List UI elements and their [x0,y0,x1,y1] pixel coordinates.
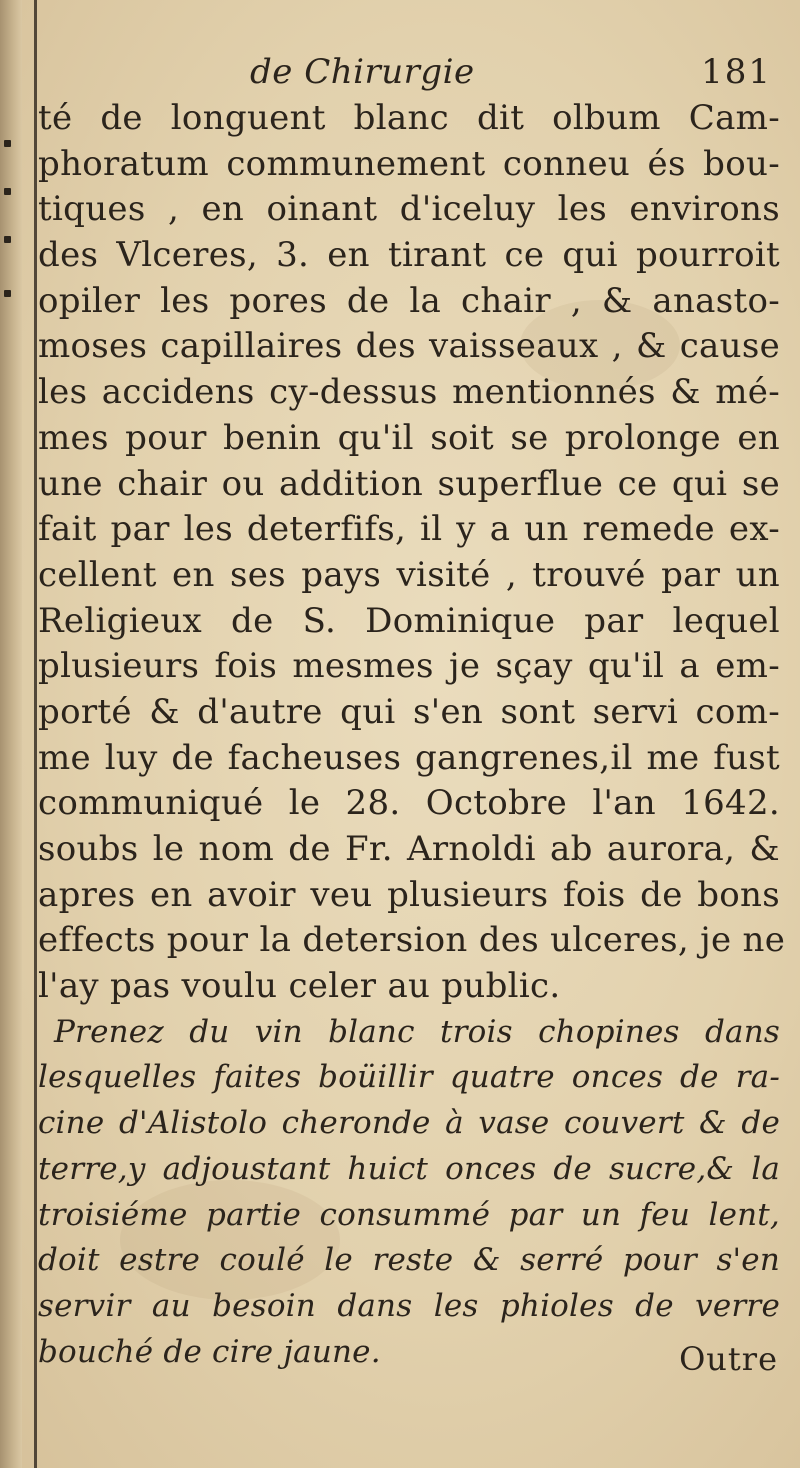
text-line: soubs le nom de Fr. Arnoldi ab aurora, & [38,829,780,869]
text-line: effects pour la detersion des ulceres, je ne [38,920,786,961]
text-line: opiler les pores de la chair , & anasto- [38,280,780,321]
binding-fold-line [34,0,37,1468]
recipe-line: bouché de cire jaune. [38,1333,381,1370]
text-line: apres en avoir veu plusieurs fois de bons [38,874,780,915]
running-title: de Chirurgie [250,52,475,92]
text-line: mes pour benin qu'il soit se prolonge en [38,417,780,458]
text-line: l'ay pas voulu celer au public. [38,966,561,1007]
text-line: té de longuent blanc dit olbum Cam- [38,98,780,138]
text-line: fait par les deterfifs, il y a un remede ex- [38,509,780,550]
text-line: une chair ou addition superflue ce qui se [38,463,780,504]
text-line: moses capillaires des vaisseaux , & cause [38,326,780,367]
page-header [40,50,780,100]
recipe-line: doit estre coulé le reste & serré pour s'en [38,1242,780,1279]
text-line: porté & d'autre qui s'en sont servi com- [38,691,780,732]
recipe-line: troisiéme partie consummé par un feu lent, [38,1196,780,1233]
recipe-line: Prenez du vin blanc trois chopines dans [54,1013,780,1050]
text-line: des Vlceres, 3. en tirant ce qui pourroit [38,235,780,276]
text-line: plusieurs fois mesmes je sçay qu'il a em- [38,646,780,687]
text-line: Religieux de S. Dominique par lequel [38,600,780,641]
page-body [38,96,786,1375]
text-line: me luy de facheuses gangrenes,il me fust [38,737,780,778]
recipe-line: cine d'Alistolo cheronde à vase couvert & de [38,1105,780,1142]
recipe-line: lesquelles faites boüillir quatre onces de ra- [38,1059,780,1096]
text-line: tiques , en oinant d'iceluy les environs [38,189,780,230]
recipe-line: terre,y adjoustant huict onces de sucre,& la [38,1150,780,1187]
recipe-line: servir au besoin dans les phioles de verre [38,1287,780,1324]
page-number: 181 [701,52,772,92]
margin-marks [4,140,18,340]
text-line: phoratum communement conneu és bou- [38,143,780,184]
catchword: Outre [679,1340,778,1378]
text-line: communiqué le 28. Octobre l'an 1642. [38,783,780,824]
text-line: cellent en ses pays visité , trouvé par un [38,554,780,595]
text-line: les accidens cy-dessus mentionnés & mé- [38,372,780,413]
